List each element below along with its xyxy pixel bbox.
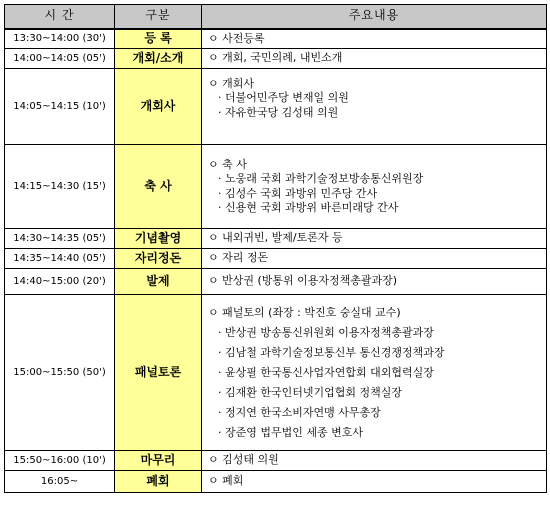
content-line: ㅇ 패널토의 (좌장 : 박진호 숭실대 교수) [208,305,401,319]
content-line: · 자유한국당 김성태 의원 [218,105,339,119]
row-time: 14:35~14:40 (05') [5,249,115,269]
content-line: · 노웅래 국회 과학기술정보방송통신위원장 [218,172,424,186]
row-category: 등 록 [115,29,202,49]
content-line: · 김재환 한국인터넷기업협회 정책실장 [218,385,403,399]
row-time: 14:15~14:30 (15') [5,145,115,229]
row-content [202,49,547,69]
content-line: · 반상권 방송통신위원회 이용자정책총괄과장 [218,325,434,339]
header-content: 주요내용 [202,5,547,29]
table-row [5,451,547,471]
content-line: ㅇ 반상권 (방통위 이용자정책총괄과장) [208,274,398,288]
content-line: ㅇ 자리 정돈 [208,251,269,265]
table-row [5,269,547,295]
row-category: 개회사 [115,69,202,145]
content-line: · 장준영 법무법인 세종 변호사 [218,425,363,439]
content-line: ㅇ 개회, 국민의례, 내빈소개 [208,51,343,65]
row-category: 발제 [115,269,202,295]
content-line: · 신용현 국회 과방위 바른미래당 간사 [218,200,399,214]
row-content [202,295,547,451]
row-content [202,451,547,471]
content-line: · 윤상필 한국통신사업자연합회 대외협력실장 [218,365,434,379]
row-category: 마무리 [115,451,202,471]
row-content [202,69,547,145]
content-line: ㅇ 사전등록 [208,31,265,45]
row-time: 16:05~ [5,471,115,493]
row-content [202,269,547,295]
content-line: ㅇ 김성태 의원 [208,453,279,467]
row-time: 14:05~14:15 (10') [5,69,115,145]
row-category: 축 사 [115,145,202,229]
row-category: 폐회 [115,471,202,493]
row-category: 패널토론 [115,295,202,451]
table-row [5,29,547,49]
row-time: 14:40~15:00 (20') [5,269,115,295]
table-row [5,145,547,229]
header-category: 구분 [115,5,202,29]
schedule-table [4,4,547,493]
table-row [5,69,547,145]
row-category: 개회/소개 [115,49,202,69]
content-line: · 더불어민주당 변재일 의원 [218,91,349,105]
table-row [5,229,547,249]
row-content [202,29,547,49]
row-time: 14:00~14:05 (05') [5,49,115,69]
row-time: 14:30~14:35 (05') [5,229,115,249]
table-row [5,49,547,69]
content-line: · 정지연 한국소비자연맹 사무총장 [218,405,381,419]
row-time: 15:00~15:50 (50') [5,295,115,451]
header-time: 시 간 [5,5,115,29]
content-line: · 김성수 국회 과방위 민주당 간사 [218,186,378,200]
table-row [5,295,547,451]
row-category: 자리정돈 [115,249,202,269]
content-line: · 김남철 과학기술정보통신부 통신경쟁정책과장 [218,345,445,359]
row-category: 기념촬영 [115,229,202,249]
row-time: 13:30~14:00 (30') [5,29,115,49]
table-row [5,471,547,493]
table-header-row [5,5,547,29]
row-content [202,145,547,229]
content-line: ㅇ 내외귀빈, 발제/토론자 등 [208,231,343,245]
content-line: ㅇ 폐회 [208,474,244,488]
table-row [5,249,547,269]
row-content [202,229,547,249]
row-content [202,471,547,493]
content-line: ㅇ 개회사 [208,77,255,90]
row-time: 15:50~16:00 (10') [5,451,115,471]
content-line: ㅇ 축 사 [208,157,247,171]
row-content [202,249,547,269]
